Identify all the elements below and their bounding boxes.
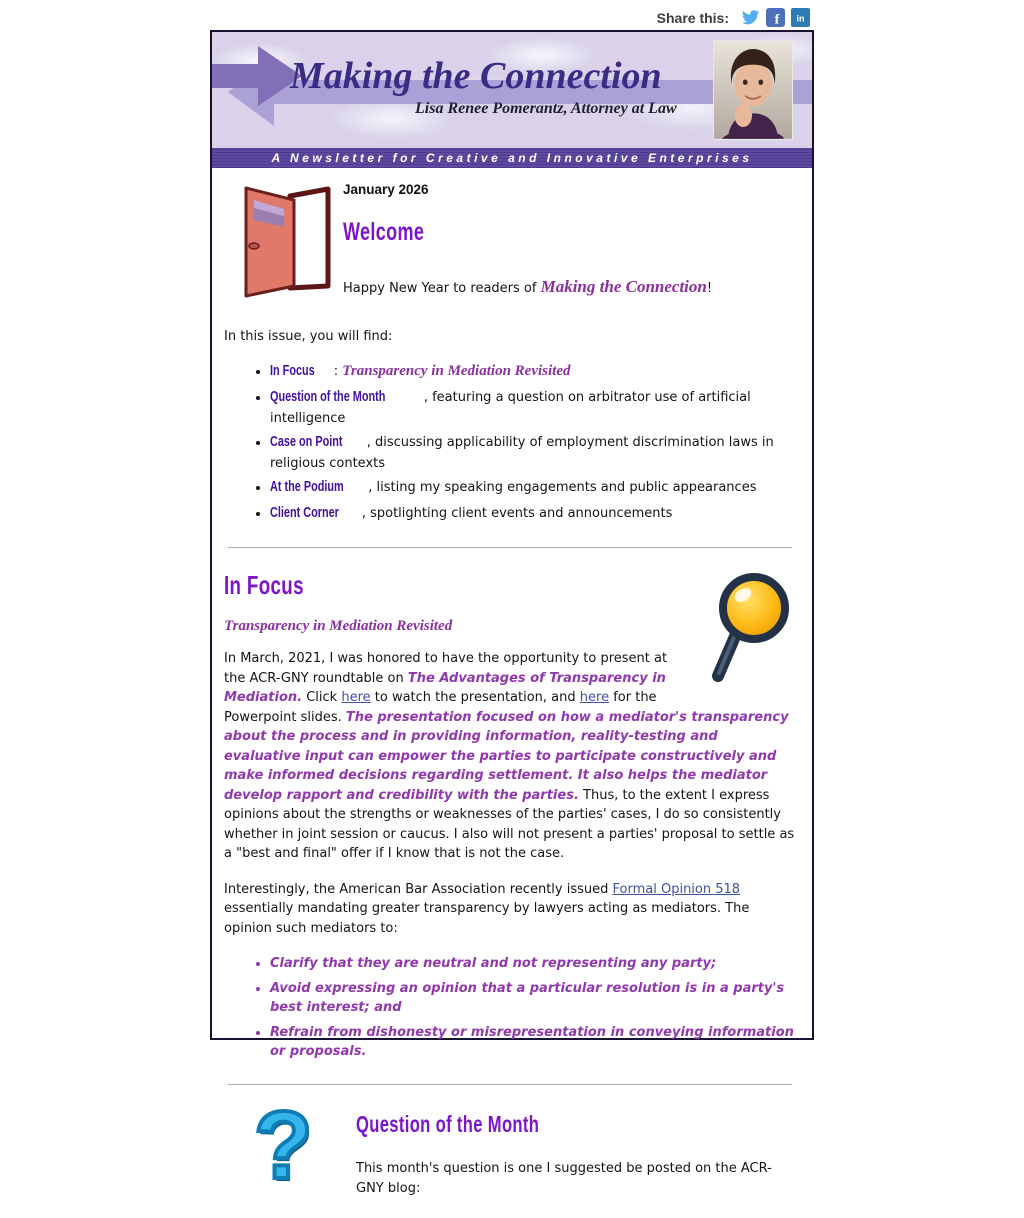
open-door-image — [232, 182, 332, 298]
in-focus-section — [224, 566, 796, 1062]
question-intro: This month's question is one I suggested be posted on the ACR-GNY blog: — [356, 1161, 772, 1196]
linkedin-icon[interactable] — [791, 8, 810, 27]
watch-presentation-link[interactable]: here — [341, 690, 371, 706]
toc-item-text: , featuring a question on arbitrator use of artificial intelligence — [270, 389, 751, 426]
share-label: Share this: — [656, 9, 729, 26]
paragraph-text: to watch the presentation, and — [370, 690, 580, 706]
share-bar — [210, 8, 810, 27]
newsletter-banner — [212, 32, 812, 148]
question-text-column — [356, 1103, 796, 1199]
list-item: • Clarify that they are neutral and not representing any party; — [270, 954, 796, 974]
paragraph-text: Interestingly, the American Bar Association recently issued — [224, 881, 613, 897]
newsletter-subtitle: Lisa Renee Pomerantz, Attorney at Law — [415, 100, 677, 117]
paragraph-text: In March, 2021, I was honored to have the opportunity to present at the ACR-GNY roundtable on — [224, 651, 668, 686]
toc-list — [254, 360, 796, 525]
door-image-column — [224, 178, 343, 305]
author-photo — [713, 40, 793, 140]
toc-item-label: Case on Point — [270, 434, 343, 450]
presentation-title: The Advantages of Transparency in Mediation. — [224, 670, 666, 706]
greeting-punctuation: ! — [706, 280, 713, 296]
toc-item-question-of-the-month — [270, 387, 796, 428]
newsletter-title: Making the Connection — [290, 55, 662, 97]
powerpoint-slides-link[interactable]: here — [579, 690, 610, 706]
toc-item-client-corner — [270, 503, 796, 525]
toc-item-text: , discussing applicability of employment discrimination laws in religious contexts — [270, 435, 774, 471]
in-focus-paragraph-2 — [224, 880, 796, 939]
question-of-the-month-heading: Question of the Month — [356, 1110, 540, 1137]
list-item: • Refrain from dishonesty or misrepresentation in conveying information or proposals. — [270, 1023, 796, 1062]
paragraph-text: essentially mandating greater transparency by lawyers acting as mediators. The opinion such mediators to: — [224, 901, 750, 936]
facebook-icon[interactable] — [766, 8, 785, 27]
question-mark-icon: ? — [254, 1091, 313, 1199]
svg-text:f: f — [774, 12, 780, 27]
svg-text:in: in — [796, 13, 805, 24]
toc-item-label: In Focus — [270, 363, 315, 379]
newsletter-tagline: A Newsletter for Creative and Innovative Enterprises — [212, 148, 812, 168]
greeting-text: Happy New Year to readers of — [343, 280, 541, 296]
toc-item-text: , listing my speaking engagements and public appearances — [368, 480, 757, 496]
newsletter-content — [212, 168, 812, 1218]
toc-item-case-on-point — [270, 432, 796, 473]
toc-intro: In this issue, you will find: — [224, 328, 393, 344]
mediator-guidelines-list — [254, 954, 796, 1062]
section-divider — [228, 547, 792, 548]
formal-opinion-518-link[interactable]: Formal Opinion 518 — [612, 881, 741, 897]
presentation-summary: The presentation focused on how a mediator's transparency about the process and in providing information, reality-testing and evaluative input can empower the parties to participate constructively and make informed decisions regarding settlement. It also helps the mediator develop rapport and credibility with the parties. — [224, 709, 789, 803]
question-image-column — [224, 1091, 356, 1199]
list-item: • Avoid expressing an opinion that a particular resolution is in a party's best interest; and — [270, 979, 796, 1018]
toc-item-at-the-podium — [270, 477, 796, 499]
toc-item-in-focus — [270, 360, 796, 383]
magnifying-glass-icon — [706, 568, 794, 688]
toc-item-label: At the Podium — [270, 479, 344, 496]
in-focus-heading: In Focus — [224, 569, 304, 600]
welcome-greeting — [343, 274, 796, 300]
greeting-newsletter-name: Making the Connection — [540, 276, 707, 296]
question-of-the-month-section — [224, 1091, 796, 1199]
section-divider — [228, 1084, 792, 1085]
welcome-section — [224, 178, 796, 305]
in-focus-subheading: Transparency in Mediation Revisited — [224, 617, 453, 634]
twitter-icon[interactable] — [741, 8, 760, 27]
toc-item-text: , spotlighting client events and announcements — [361, 506, 673, 521]
toc-separator: : — [329, 364, 343, 379]
welcome-heading: Welcome — [343, 218, 425, 247]
toc-item-label: Client Corner — [270, 505, 339, 521]
paragraph-text: Click — [302, 690, 342, 706]
paragraph-text: Thus, to the extent I express opinions about the strengths or weaknesses of the parties' cases, I do so consistently whether in joint session or caucus. I also will not present a parties' proposal to settle as a "best and final" offer if I know that is not the case. — [224, 787, 795, 862]
issue-date: January 2026 — [343, 182, 429, 197]
welcome-text-column — [343, 178, 796, 305]
toc-item-label: Question of the Month — [270, 388, 386, 405]
paragraph-text: for the Powerpoint slides. — [224, 690, 657, 725]
newsletter-container — [210, 30, 814, 1199]
toc-item-title: Transparency in Mediation Revisited — [342, 363, 571, 379]
